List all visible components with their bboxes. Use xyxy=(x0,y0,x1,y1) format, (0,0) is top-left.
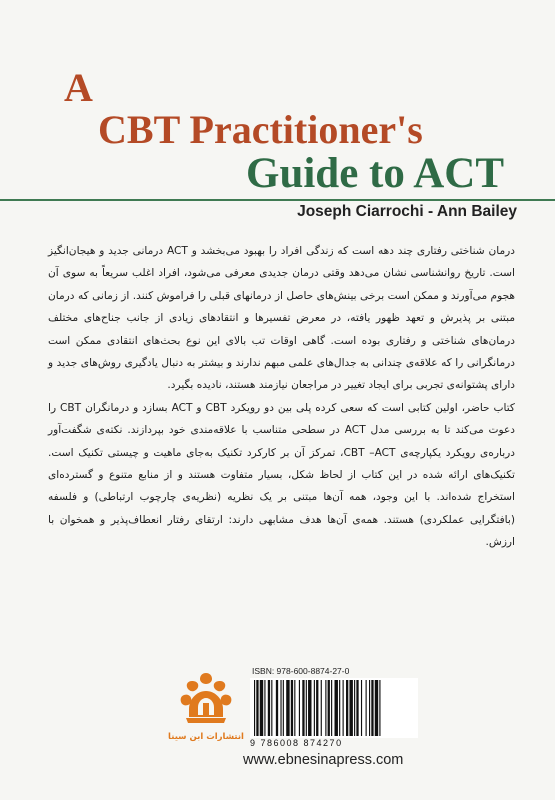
publisher-logo-text: انتشارات ابن سینا xyxy=(168,732,244,742)
isbn-number: ISBN: 978-600-8874-27-0 xyxy=(252,666,350,676)
title-line-cbt-practitioners: CBT Practitioner's xyxy=(98,107,423,152)
author-names: Joseph Ciarrochi - Ann Bailey xyxy=(297,203,517,220)
blurb-text xyxy=(48,240,515,554)
barcode-block xyxy=(250,666,418,749)
title-divider-rule xyxy=(0,199,555,201)
blurb-paragraph-2: کتاب حاضر، اولین کتابی است که سعی کرده پلی بین دو رویکرد CBT و ACT بسازد و درمانگران CBT را دعوت می‌کند تا به بررسی مدل ACT در سطحی متناسب با علاقه‌مندی خود بپردازند. نکته‌ی شگفت‌آور درباره‌ی رویکرد یکپارچه‌ی CBT –ACT، تمرکز آن بر کارکرد تکنیک به‌جای ماهیت و چیستی تکنیک است. تکنیک‌های ارائه شده در این کتاب از لحاظ شکل، بسیار متفاوت هستند و از منابع متنوع و گسترده‌ای استخراج شده‌اند. با این وجود، همه آن‌ها مبتنی بر یک نظریه (نظریه‌ی چارچوب ارتباطی) و فلسفه (بافتگرایی عملکردی) هستند. همه‌ی آن‌ها هدف مشابهی دارند: ارتقای رفتار انعطاف‌پذیر و همخوان با ارزش. xyxy=(48,401,516,549)
barcode-icon xyxy=(250,678,418,738)
barcode-digits: 9 786008 874270 xyxy=(250,738,343,748)
publisher-website: www.ebnesinapress.com xyxy=(243,752,404,768)
publisher-logo-icon xyxy=(168,665,244,755)
title-line-a: A xyxy=(64,65,93,110)
blurb-paragraph-1: درمان شناختی رفتاری چند دهه است که زندگی افراد را بهبود می‌بخشد و ACT درمانی جدید و هیجان‌انگیز است. تاریخ روانشناسی نشان می‌دهد وقتی درمان جدیدی معرفی می‌شود، افراد اغلب سریعاً به سوی آن هجوم می‌آورند و ممکن است برخی بینش‌های حاصل از درمانهای قبلی را فراموش کنند. از زمانی که درمان مبتنی بر پذیرش و تعهد ظهور یافته، در معرض تفسیرها و انتقادهای زیادی از جانب جناح‌های مختلف درمان‌های شناختی و رفتاری بوده است. گاهی اوقات تب بالای این نوع بحث‌های انتقادی ممکن است درمانگرانی را که علاقه‌ی چندانی به جدال‌های علمی مبهم ندارند و بیشتر به دنبال یادگیری روش‌های جدید و دارای پشتوانه‌ی تجربی برای ایجاد تغییر در مراجعان نیازمند هستند، نادیده بگیرد. xyxy=(48,245,515,392)
title-line-guide-to-act: Guide to ACT xyxy=(246,150,505,197)
